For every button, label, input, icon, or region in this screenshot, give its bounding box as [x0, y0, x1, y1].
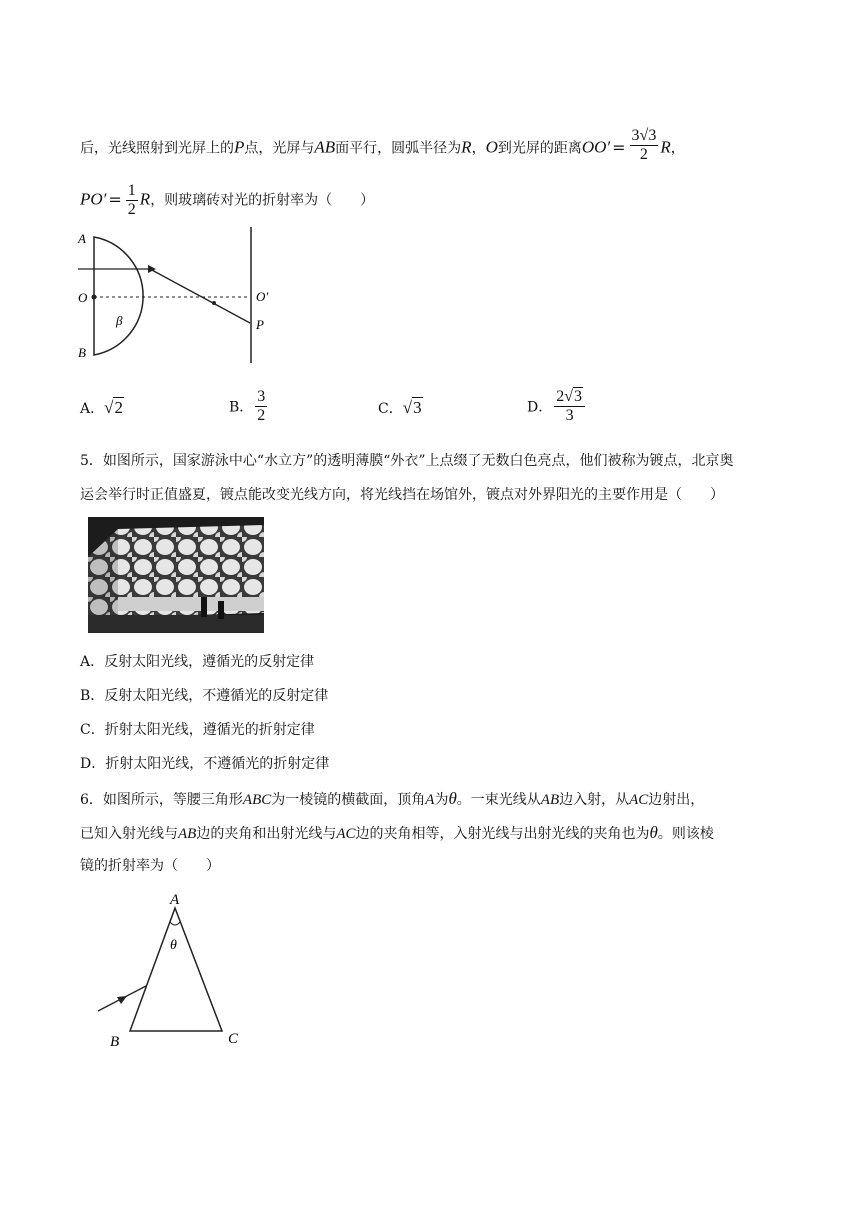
q6-text: 。则该棱 — [657, 826, 714, 842]
radicand: 3 — [413, 398, 422, 417]
entrance-band — [118, 597, 264, 611]
q4-text: 后，光线照射到光屏上的 — [80, 140, 234, 157]
q6-var-theta2: θ — [649, 823, 658, 842]
refracted-ray — [150, 269, 250, 323]
person-silhouette — [218, 601, 224, 619]
q6-var-ab2: AB — [178, 826, 197, 842]
q5-option-a: A．反射太阳光线，遵循光的反射定律 — [80, 654, 315, 670]
q4-stem-line2 — [80, 182, 374, 219]
q4-comma: ， — [670, 140, 685, 157]
q4-var-r: R — [461, 137, 472, 157]
q5-stem-line2: 运会举行时正值盛夏，镀点能改变光线方向，将光线挡在场馆外，镀点对外界阳光的主要作用是（ ） — [80, 487, 724, 503]
label-b: B — [110, 1034, 120, 1050]
q5-option-d: D．折射太阳光线，不遵循光的折射定律 — [80, 756, 330, 772]
q6-text: 边的夹角相等，入射光线与出射光线的夹角也为 — [355, 826, 650, 842]
q4-text: 面平行，圆弧半径为 — [335, 140, 462, 157]
q4-text: ， — [471, 140, 486, 157]
q4-text: 点，光屏与 — [244, 140, 315, 157]
q6-var-abc: ABC — [242, 792, 272, 808]
option-b-fraction — [255, 388, 267, 425]
q5-stem-line1: 5．如图所示，国家游泳中心“水立方”的透明薄膜“外衣”上点缀了无数白色亮点，他们被称为镀点，北京奥 — [80, 453, 734, 469]
water-cube-photo — [88, 517, 264, 633]
prism-triangle — [130, 908, 222, 1031]
label-a: A — [170, 892, 180, 908]
q6-stem-line2 — [80, 823, 714, 844]
q6-text: 边射出， — [648, 792, 705, 808]
q6-var-a: A — [425, 792, 435, 808]
q4-text: ，则玻璃砖对光的折射率为（ ） — [150, 192, 375, 209]
q6-text: 边的夹角和出射光线与 — [196, 826, 337, 842]
frac-den: 2 — [257, 407, 266, 424]
option-d-fraction — [554, 388, 585, 425]
frac-num: 3 — [257, 388, 266, 405]
coef: 2 — [556, 388, 565, 405]
q6-var-ac2: AC — [336, 826, 356, 842]
q4-var-p: P — [234, 137, 245, 157]
q6-var-theta: θ — [448, 789, 457, 808]
q6-var-ab: AB — [540, 792, 560, 808]
q4-option-d — [527, 388, 587, 425]
q6-text: 6．如图所示，等腰三角形 — [80, 792, 243, 808]
q6-text: 为一棱镜的横截面，顶角 — [271, 792, 426, 808]
label-oprime: O′ — [256, 289, 269, 304]
q4-option-b — [229, 388, 269, 425]
apex-angle-arc — [170, 922, 180, 925]
option-label: B． — [229, 399, 254, 416]
q5-option-c: C．折射太阳光线，遵循光的折射定律 — [80, 722, 315, 738]
q4-frac-den: 2 — [639, 146, 648, 163]
label-p: P — [256, 317, 264, 332]
frac-den: 3 — [565, 407, 574, 424]
label-a: A — [78, 231, 86, 246]
q4-var-r3: R — [139, 189, 151, 209]
sqrt-expr: √3 — [402, 398, 422, 417]
ray-dot — [212, 301, 216, 305]
q6-text: 已知入射光线与 — [80, 826, 178, 842]
q4-option-a — [80, 398, 124, 418]
q4-option-c — [378, 398, 423, 418]
radicand: 3 — [574, 388, 583, 405]
q6-stem-line3: 镜的折射率为（ ） — [80, 858, 220, 874]
radicand: 2 — [114, 398, 123, 417]
ground — [88, 615, 264, 633]
label-o: O — [78, 290, 88, 305]
person-silhouette — [201, 597, 207, 617]
q4-var-pop: PO′ — [80, 189, 107, 209]
q4-fraction-pop — [126, 182, 138, 219]
q4-eq2: = — [108, 189, 122, 209]
q4-fraction-oop — [630, 127, 659, 164]
option-label: D． — [527, 399, 553, 416]
q6-text: 。一束光线从 — [456, 792, 541, 808]
option-label: A． — [80, 401, 105, 417]
label-theta: θ — [170, 938, 177, 953]
sqrt-expr: √3 — [564, 388, 583, 405]
q4-stem-line1 — [80, 127, 685, 167]
center-dot — [92, 295, 97, 300]
label-c: C — [228, 1031, 239, 1047]
q6-text: 为 — [434, 792, 449, 808]
frac-num — [554, 388, 585, 407]
q4-frac-num: 3√3 — [631, 127, 657, 144]
option-label: C． — [378, 401, 403, 417]
q6-stem-line1 — [80, 789, 704, 810]
q4-frac2-num: 1 — [127, 182, 136, 199]
q6-text: 边入射，从 — [559, 792, 630, 808]
glass-semicircle — [94, 237, 143, 355]
q5-option-b: B．反射太阳光线，不遵循光的反射定律 — [80, 688, 329, 704]
q6-prism-figure — [90, 888, 260, 1053]
q4-eq: = — [612, 137, 626, 157]
q4-frac2-den: 2 — [127, 201, 136, 218]
q6-var-ac: AC — [629, 792, 649, 808]
sqrt-expr: √2 — [104, 398, 123, 417]
q4-text: 到光屏的距离 — [497, 140, 582, 157]
label-b: B — [78, 345, 86, 360]
q4-var-r2: R — [660, 137, 671, 157]
label-beta: β — [116, 313, 123, 328]
q4-var-ab: AB — [314, 137, 336, 157]
q4-figure — [70, 225, 280, 365]
q4-var-o: O — [485, 137, 498, 157]
q4-var-oop: OO′ — [581, 137, 611, 157]
